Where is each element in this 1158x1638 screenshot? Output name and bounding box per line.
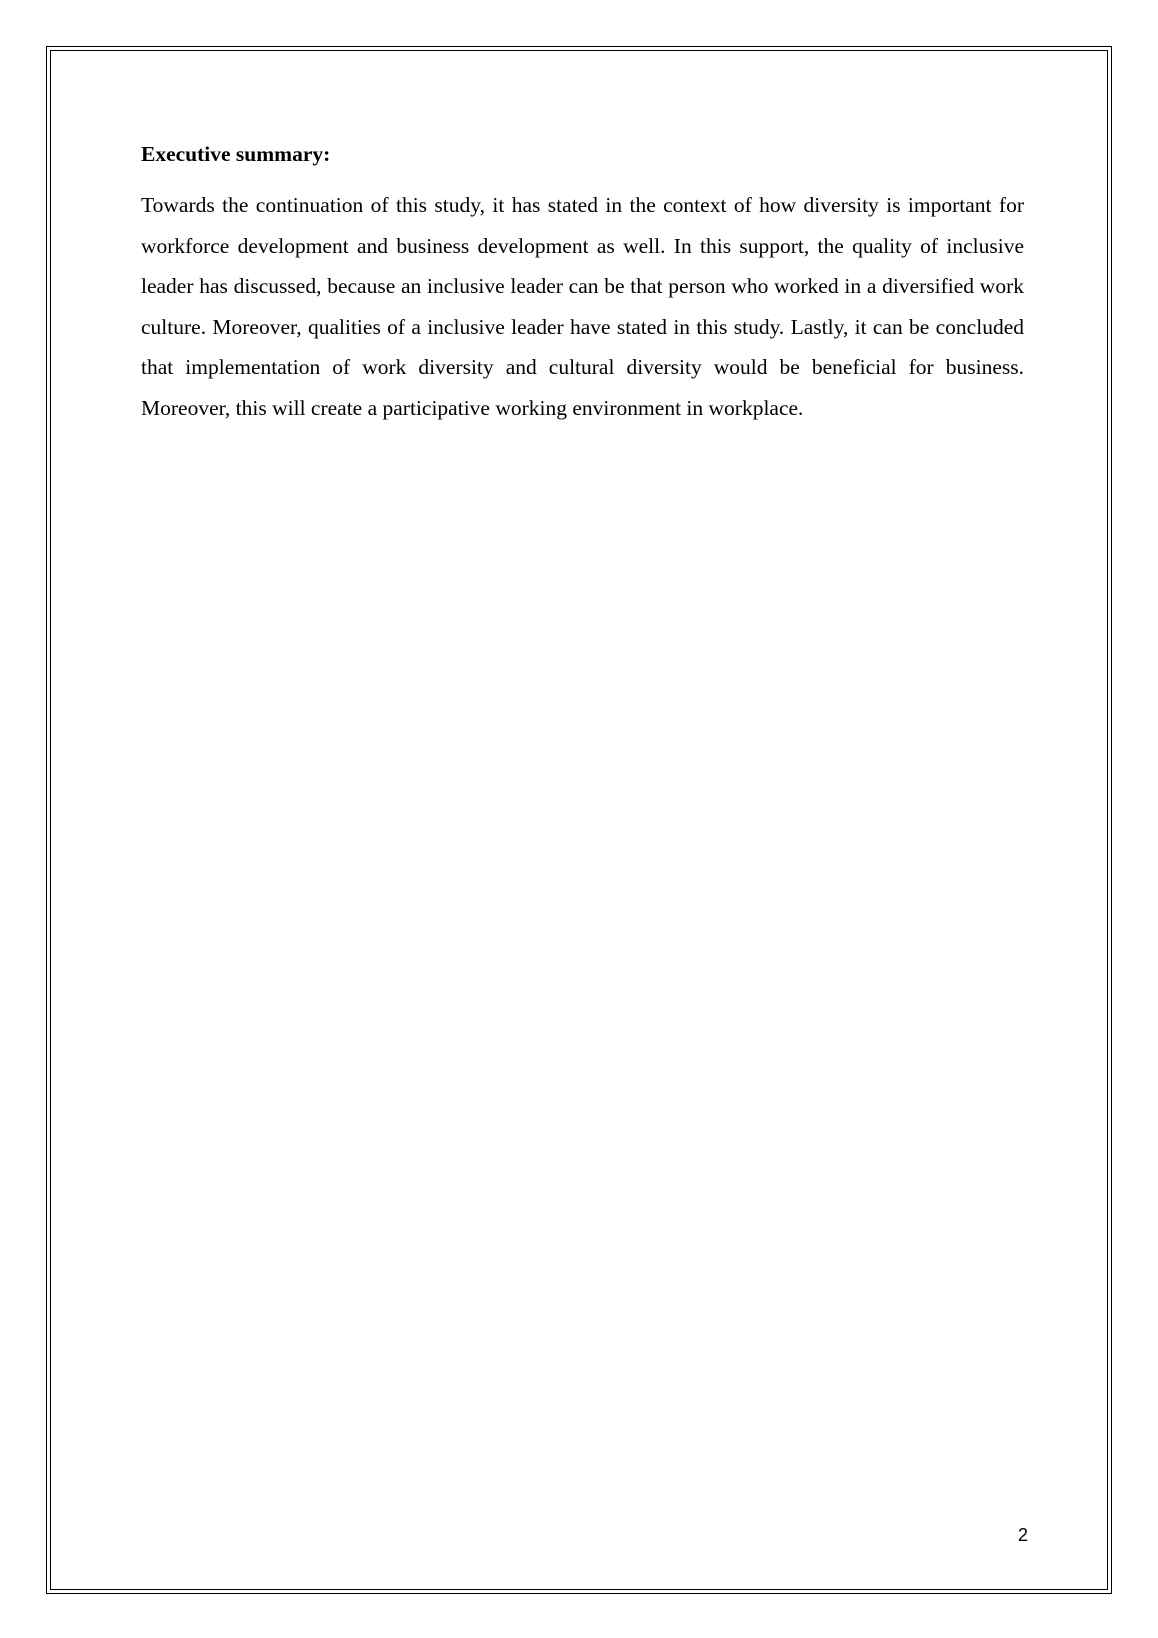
document-body [141,136,1024,428]
page-number: 2 [1017,1525,1028,1545]
summary-paragraph: Towards the continuation of this study, it has stated in the context of how diversity is important for workforce development and business development as well. In this support, the quality of inclusive leader has discussed, because an inclusive leader can be that person who worked in a diversified work culture. Moreover, qualities of a inclusive leader have stated in this study. Lastly, it can be concluded that implementation of work diversity and cultural diversity would be beneficial for business. Moreover, this will create a participative working environment in workplace. [141,193,1024,420]
section-heading: Executive summary: [141,142,331,166]
